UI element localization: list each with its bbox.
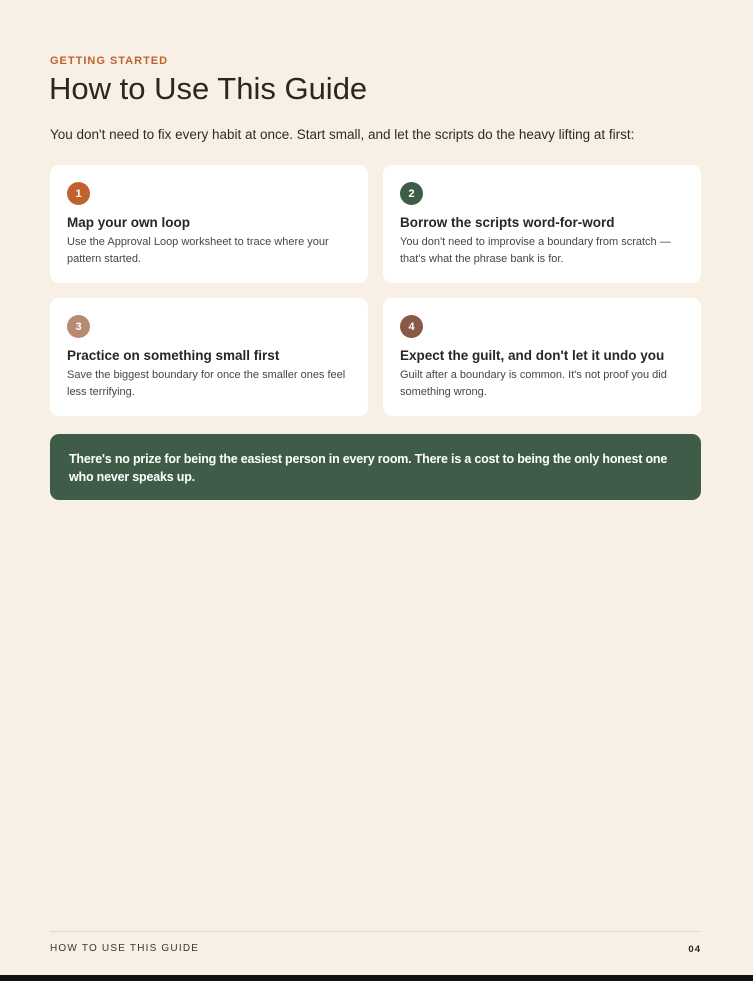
section-eyebrow: GETTING STARTED: [50, 55, 169, 67]
step-title: Borrow the scripts word-for-word: [400, 215, 615, 230]
step-number-badge: 4: [400, 315, 423, 338]
step-title: Practice on something small first: [67, 348, 280, 363]
step-description: Guilt after a boundary is common. It's not proof you did something wrong.: [400, 369, 667, 398]
bottom-edge: [0, 975, 753, 981]
intro-paragraph: You don't need to fix every habit at once. Start small, and let the scripts do the heavy lifting at first:: [50, 127, 635, 142]
step-number-badge: 3: [67, 315, 90, 338]
step-card-1: [50, 165, 368, 283]
step-number-badge: 2: [400, 182, 423, 205]
step-card-4: [383, 298, 701, 416]
footer-divider: [50, 931, 701, 932]
page-title: How to Use This Guide: [49, 71, 368, 106]
callout-quote: There's no prize for being the easiest person in every room. There is a cost to being the only honest one who never speaks up.: [50, 434, 701, 500]
step-description: You don't need to improvise a boundary from scratch — that's what the phrase bank is for.: [400, 236, 671, 265]
steps-grid: [50, 165, 701, 416]
step-card-2: [383, 165, 701, 283]
step-card-3: [50, 298, 368, 416]
step-description: Save the biggest boundary for once the smaller ones feel less terrifying.: [67, 369, 346, 398]
step-title: Expect the guilt, and don't let it undo you: [400, 348, 665, 363]
page-number: 04: [688, 944, 701, 955]
step-number-badge: 1: [67, 182, 90, 205]
footer-section-label: HOW TO USE THIS GUIDE: [50, 943, 200, 954]
step-description: Use the Approval Loop worksheet to trace where your pattern started.: [67, 236, 329, 265]
step-title: Map your own loop: [67, 215, 190, 230]
